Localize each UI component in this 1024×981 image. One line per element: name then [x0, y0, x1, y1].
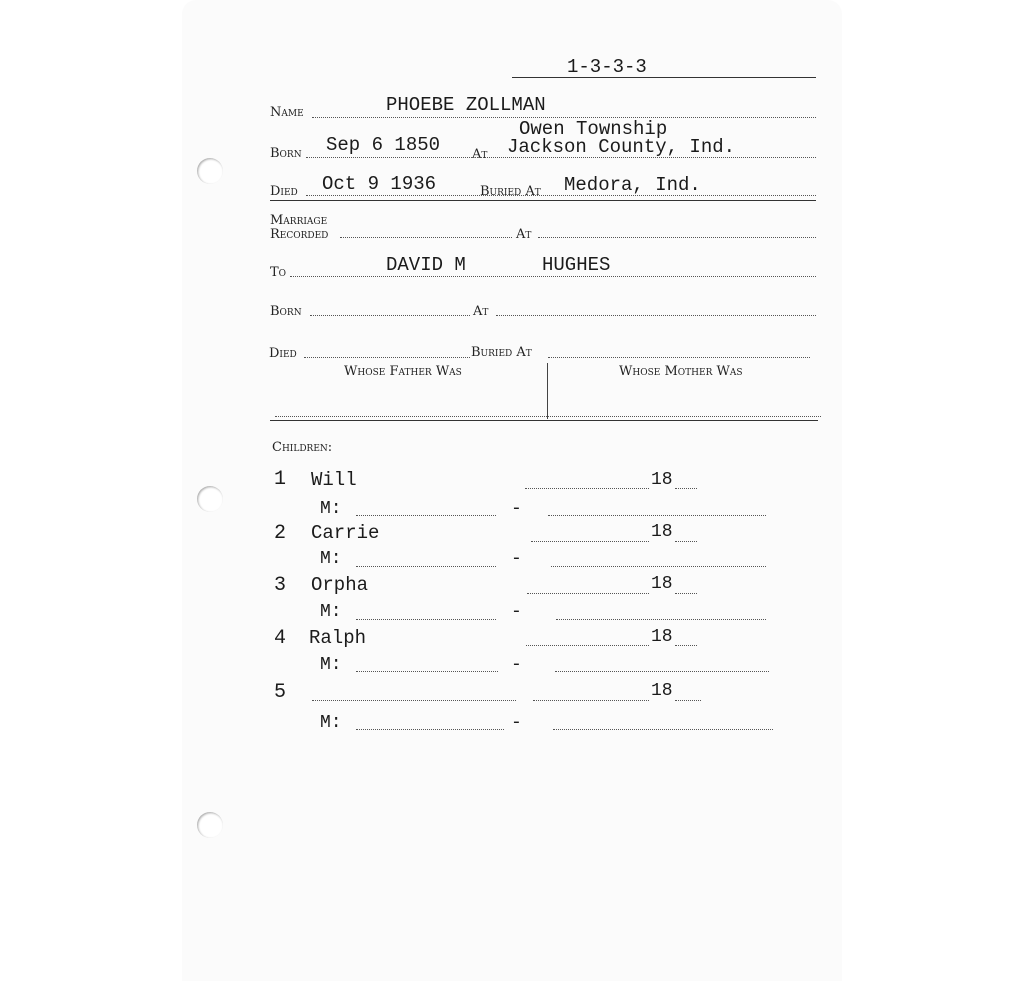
parents-divider [547, 363, 548, 419]
died-label: Died [270, 184, 298, 199]
to-label: To [270, 265, 287, 280]
child-birth-line [527, 593, 649, 594]
died-line [306, 195, 816, 196]
marriage-label-1: Marriage [270, 213, 328, 228]
binder-hole-middle [197, 486, 223, 512]
binder-hole-bottom [197, 812, 223, 838]
child-spouse-line [356, 566, 496, 567]
child-married-dash: - [511, 602, 522, 622]
child-birth-line [525, 488, 649, 489]
born-place-line1: Owen Township [519, 118, 668, 140]
record-id-line [512, 77, 816, 78]
child-married-dash: - [511, 713, 522, 733]
marriage-at-line [538, 237, 816, 238]
child-year-line [675, 645, 697, 646]
spouse-buried-line [548, 357, 810, 358]
child-number: 4 [274, 627, 287, 650]
child-married-dash: - [511, 655, 522, 675]
spouse-died-line [304, 357, 470, 358]
parents-rule [270, 420, 818, 421]
child-name: Carrie [311, 522, 380, 544]
child-spouse-line [356, 729, 504, 730]
child-married-dash: - [511, 549, 522, 569]
child-year-line [675, 593, 697, 594]
record-id: 1-3-3-3 [567, 56, 647, 78]
child-number: 1 [274, 468, 287, 491]
child-year-prefix: 18 [651, 470, 673, 490]
child-married-label: M: [320, 602, 342, 622]
spouse-born-at-line [496, 315, 816, 316]
marriage-at-label: At [516, 227, 532, 242]
child-spouse-line [356, 515, 496, 516]
child-married-place-line [556, 619, 766, 620]
child-year-line [675, 488, 697, 489]
spouse-died-label: Died [269, 346, 297, 361]
name-label: Name [270, 105, 304, 120]
died-rule [270, 200, 816, 201]
marriage-line [340, 237, 512, 238]
born-line [306, 157, 816, 158]
whose-father-label: Whose Father Was [344, 364, 462, 379]
whose-mother-label: Whose Mother Was [619, 364, 743, 379]
child-spouse-line [356, 619, 496, 620]
died-date: Oct 9 1936 [322, 173, 437, 195]
child-married-place-line [555, 671, 769, 672]
child-married-dash: - [511, 499, 522, 519]
child-married-place-line [551, 566, 766, 567]
child-married-place-line [553, 729, 773, 730]
child-spouse-line [356, 671, 498, 672]
child-number: 2 [274, 522, 287, 545]
child-birth-line [526, 645, 649, 646]
spouse-first-name: DAVID M [386, 254, 466, 276]
child-year-prefix: 18 [651, 627, 673, 647]
person-name: PHOEBE ZOLLMAN [386, 94, 546, 116]
child-name: Will [311, 469, 357, 491]
binder-hole-top [197, 158, 223, 184]
children-label: Children: [272, 440, 333, 455]
child-married-label: M: [320, 713, 342, 733]
spouse-born-at-label: At [473, 304, 489, 319]
born-label: Born [270, 146, 302, 161]
parents-dotted-line [275, 416, 821, 417]
child-number: 5 [274, 681, 287, 704]
child-year-prefix: 18 [651, 522, 673, 542]
born-at-label: At [472, 147, 488, 162]
buried-place: Medora, Ind. [564, 174, 701, 196]
buried-at-label: Buried At [480, 184, 541, 199]
spouse-born-label: Born [270, 304, 302, 319]
child-birth-line [531, 541, 649, 542]
child-name: Orpha [311, 574, 369, 596]
child-birth-line [533, 700, 649, 701]
child-year-prefix: 18 [651, 681, 673, 701]
child-number: 3 [274, 574, 287, 597]
born-date: Sep 6 1850 [326, 134, 441, 156]
spouse-buried-at-label: Buried At [471, 345, 532, 360]
child-name: Ralph [309, 627, 367, 649]
child-name-line [312, 700, 516, 701]
born-place-line2: Jackson County, Ind. [507, 136, 736, 158]
child-year-prefix: 18 [651, 574, 673, 594]
spouse-born-line [310, 315, 470, 316]
child-year-line [675, 700, 701, 701]
spouse-last-name: HUGHES [542, 254, 611, 276]
child-married-label: M: [320, 549, 342, 569]
to-line [290, 276, 816, 277]
child-married-place-line [548, 515, 766, 516]
child-married-label: M: [320, 499, 342, 519]
child-year-line [675, 541, 697, 542]
marriage-label-2: Recorded [270, 227, 329, 242]
child-married-label: M: [320, 655, 342, 675]
